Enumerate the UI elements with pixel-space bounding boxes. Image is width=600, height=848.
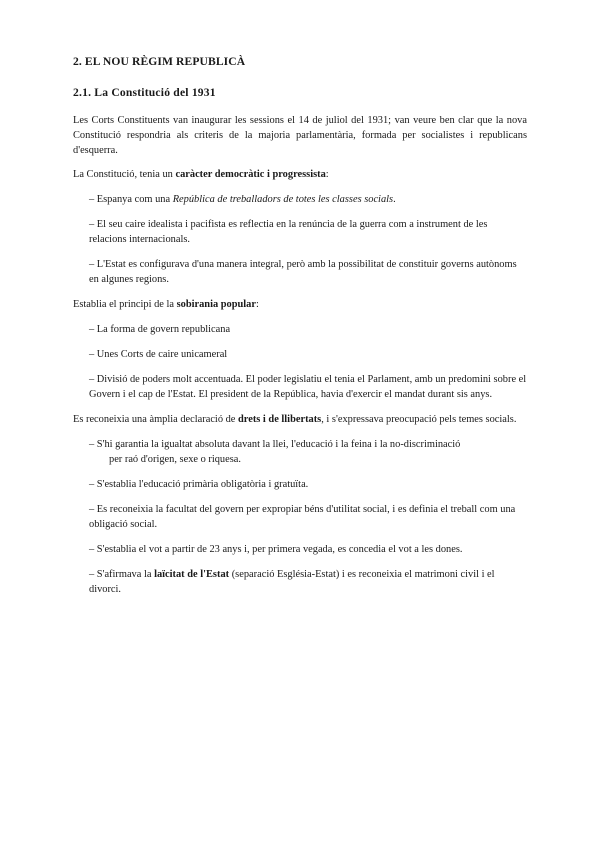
rights-lead: Es reconeixia una àmplia declaració de drets i de llibertats, i s'expressava preocupació pels temes socials. [73,414,517,425]
subsection-heading: 2.1. La Constitució del 1931 [73,86,216,99]
intro-paragraph: Les Corts Constituents van inaugurar les sessions el 14 de juliol del 1931; van veure ben clar que la nova Constitució respondria als criteris de la majoria parlamentària, formada per socialistes i republicans d'esquerra. [73,115,527,156]
sovereignty-lead: Establia el principi de la sobirania popular: [73,299,259,310]
list-item: – Es reconeixia la facultat del govern per expropiar béns d'utilitat social, i es definia el treball com una obligació social. [89,504,516,530]
list-item: – S'establia el vot a partir de 23 anys i, per primera vegada, es concedia el vot a les dones. [89,544,463,555]
secularism-emphasis: laïcitat de l'Estat [154,569,230,580]
list-item: – La forma de govern republicana [89,324,231,335]
list-item: – S'hi garantia la igualtat absoluta davant la llei, l'educació i la feina i la no-discriminació per raó d'origen, sexe o riquesa. [89,439,461,465]
rights-emphasis: drets i de llibertats [238,414,322,425]
constitution-character-lead: La Constitució, tenia un caràcter democràtic i progressista: [73,169,329,180]
character-emphasis: caràcter democràtic i progressista [175,169,326,180]
list-item: – S'afirmava la laïcitat de l'Estat (separació Església-Estat) i es reconeixia el matrimoni civil i el divorci. [89,569,495,595]
list-item: – Espanya com una República de treballadors de totes les classes socials. [89,194,396,205]
list-item: – Unes Corts de caire unicameral [89,349,228,360]
sovereignty-emphasis: sobirania popular [176,299,256,310]
list-item: – El seu caire idealista i pacifista es reflectia en la renúncia de la guerra com a instrument de les relacions internacionals. [89,219,488,245]
document-page [73,54,527,607]
list-item: – S'establia l'educació primària obligatòria i gratuïta. [89,479,309,490]
list-item: – L'Estat es configurava d'una manera integral, però amb la possibilitat de constituir governs autònoms en algunes regions. [89,259,517,285]
republic-definition: República de treballadors de totes les classes socials [172,194,394,205]
section-heading: 2. EL NOU RÈGIM REPUBLICÀ [73,55,246,68]
list-item: – Divisió de poders molt accentuada. El poder legislatiu el tenia el Parlament, amb un predomini sobre el Govern i el cap de l'Estat. El president de la República, havia d'exercir el mandat durant sis anys. [89,374,527,400]
